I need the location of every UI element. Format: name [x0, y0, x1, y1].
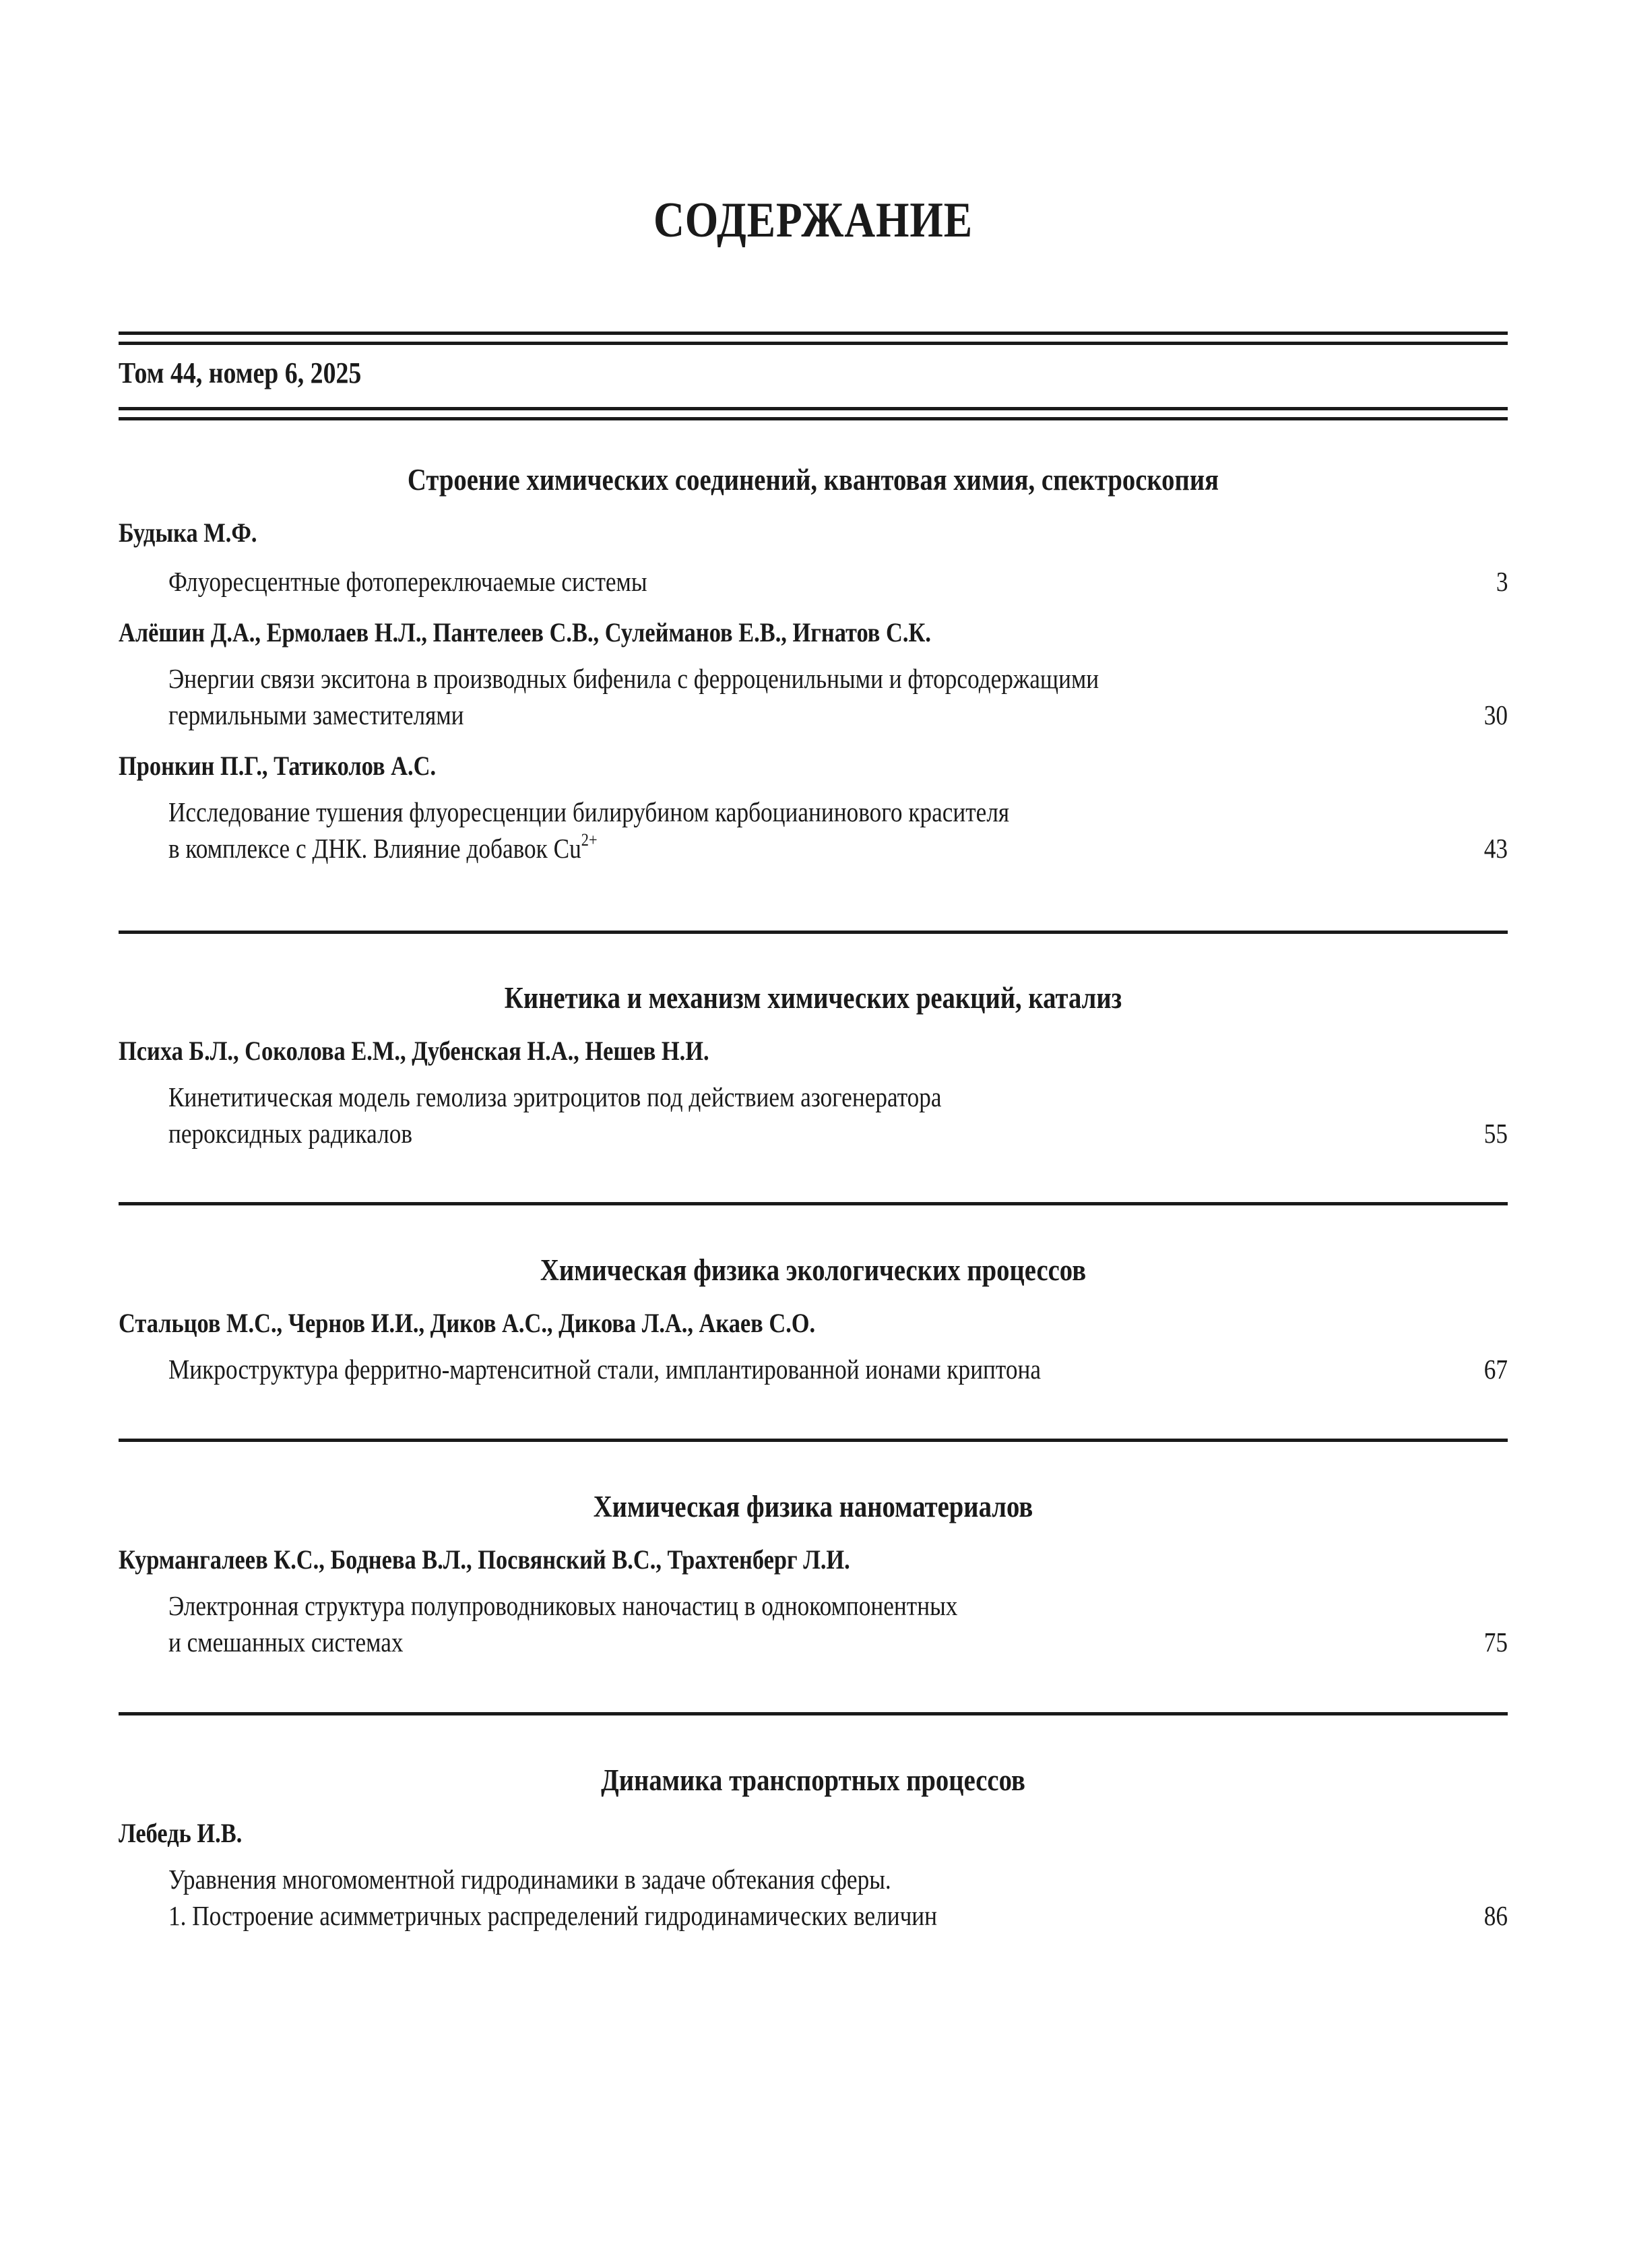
section-heading: Строение химических соединений, квантовая химия, спектроскопия [407, 463, 1219, 497]
article-authors: Пронкин П.Г., Татиколов А.С. [119, 751, 437, 781]
toc-section [119, 978, 1508, 1152]
section-divider [119, 1202, 1508, 1205]
section-divider [119, 931, 1508, 934]
section-heading: Химическая физика экологических процессов [540, 1253, 1087, 1287]
toc-entry[interactable] [119, 615, 1508, 733]
article-page-number: 67 [1483, 1354, 1508, 1385]
section-heading: Кинетика и механизм химических реакций, катализ [504, 981, 1122, 1015]
article-page-number: 3 [1496, 566, 1508, 597]
toc-section [119, 1250, 1508, 1387]
article-authors: Курмангалеев К.С., Боднева В.Л., Посвянский В.С., Трахтенберг Л.И. [119, 1544, 850, 1575]
article-page-number: 75 [1483, 1627, 1508, 1658]
article-authors: Будыка М.Ф. [119, 517, 257, 548]
toc-entry[interactable] [119, 515, 1508, 600]
volume-issue-label: Том 44, номер 6, 2025 [119, 356, 362, 389]
section-divider [119, 1712, 1508, 1715]
article-title-line[interactable]: 1. Построение асимметричных распределений гидродинамических величин [168, 1900, 938, 1931]
article-page-number: 30 [1483, 699, 1508, 730]
article-authors: Стальцов М.С., Чернов И.И., Диков А.С., Дикова Л.А., Акаев С.О. [119, 1308, 816, 1338]
article-title-line[interactable]: пероксидных радикалов [168, 1118, 412, 1149]
article-title-line[interactable]: гермильными заместителями [168, 699, 464, 730]
section-heading: Химическая физика наноматериалов [593, 1490, 1033, 1523]
section-divider [119, 1439, 1508, 1442]
section-heading: Динамика транспортных процессов [601, 1763, 1025, 1797]
article-page-number: 43 [1483, 833, 1508, 864]
header-rule-bottom-1 [119, 407, 1508, 410]
toc-entry[interactable] [119, 1815, 1508, 1934]
toc-entry[interactable] [119, 1305, 1508, 1387]
toc-section [119, 1760, 1508, 1934]
article-title-line[interactable]: Микроструктура ферритно-мартенситной стали, имплантированной ионами криптона [168, 1354, 1042, 1385]
article-authors: Лебедь И.В. [119, 1818, 243, 1848]
article-authors: Психа Б.Л., Соколова Е.М., Дубенская Н.А., Нешев Н.И. [119, 1036, 709, 1066]
article-title-line[interactable]: Электронная структура полупроводниковых наночастиц в однокомпонентных [168, 1590, 958, 1621]
article-title-line[interactable]: и смешанных системах [168, 1627, 404, 1658]
header-rule-top-2 [119, 342, 1508, 345]
article-title-line[interactable]: Уравнения многомоментной гидродинамики в задаче обтекания сферы. [168, 1864, 891, 1895]
toc-entry[interactable] [119, 1542, 1508, 1660]
article-title-line[interactable]: Энергии связи экситона в производных бифенила с ферроценильными и фторсодержащими [168, 663, 1099, 694]
header-rule-bottom-2 [119, 417, 1508, 420]
article-title-line[interactable] [119, 830, 1211, 867]
article-page-number: 55 [1483, 1118, 1508, 1149]
article-title-line[interactable]: Флуоресцентные фотопереключаемые системы [168, 566, 647, 597]
article-title-line[interactable]: Кинетитическая модель гемолиза эритроцитов под действием азогенератора [168, 1081, 942, 1112]
toc-entry[interactable] [119, 1033, 1508, 1152]
article-title-text: в комплексе с ДНК. Влияние добавок Cu [168, 833, 581, 864]
page-title: СОДЕРЖАНИЕ [653, 193, 973, 248]
toc-entry[interactable] [119, 748, 1508, 867]
article-authors: Алёшин Д.А., Ермолаев Н.Л., Пантелеев С.В., Сулейманов Е.В., Игнатов С.К. [119, 617, 931, 648]
superscript-charge: 2+ [581, 830, 598, 850]
article-title-line[interactable]: Исследование тушения флуоресценции билирубином карбоцианинового красителя [168, 796, 1010, 827]
header-rule-top-1 [119, 332, 1508, 335]
toc-section [119, 1486, 1508, 1660]
toc-section [119, 460, 1508, 867]
article-page-number: 86 [1483, 1900, 1508, 1931]
